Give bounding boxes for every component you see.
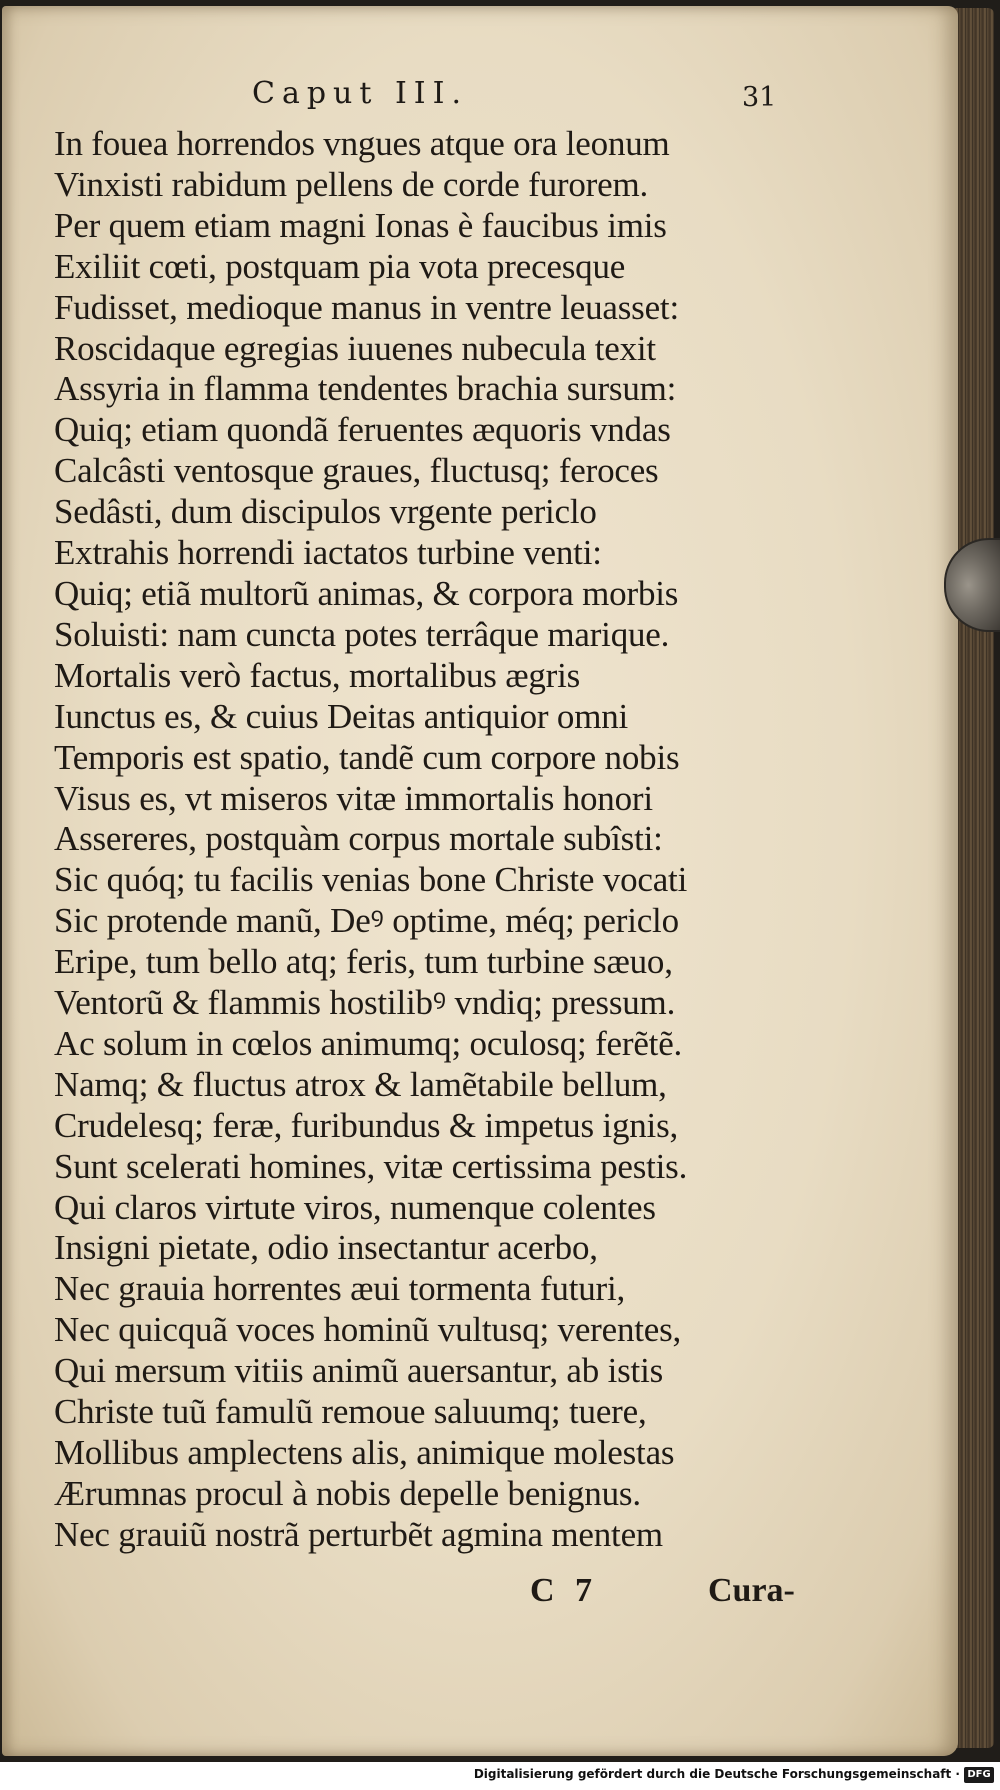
verse-line: Insigni pietate, odio insectantur acerbo, (54, 1228, 598, 1268)
page-number: 31 (742, 82, 777, 113)
verse-line: Assyria in flamma tendentes brachia sursum: (54, 369, 677, 409)
verse-line: Qui mersum vitiis animũ auersantur, ab istis (54, 1351, 664, 1391)
dfg-logo-icon: DFG (964, 1767, 994, 1783)
paper-page (2, 6, 958, 1756)
verse-line: Nec quicquã voces hominũ vultusq; verentes, (54, 1310, 682, 1350)
verse-line: Quiq; etiã multorũ animas, & corpora morbis (54, 573, 679, 613)
verse-line: Christe tuũ famulũ remoue saluumq; tuere, (54, 1392, 647, 1432)
verse-line: Temporis est spatio, tandẽ cum corpore nobis (54, 737, 680, 777)
verse-line: Ærumnas procul à nobis depelle benignus. (54, 1473, 641, 1513)
verse-line: Iunctus es, & cuius Deitas antiquior omni (54, 696, 629, 736)
signature-mark: C 7 (530, 1572, 599, 1609)
verse-line: Mortalis verò factus, mortalibus ægris (54, 655, 581, 695)
verse-line: Vinxisti rabidum pellens de corde furorem. (54, 164, 649, 204)
catchword: Cura- (708, 1572, 795, 1609)
verse-line: Fudisset, medioque manus in ventre leuasset: (54, 287, 679, 327)
verse-line: Ac solum in cœlos animumq; oculosq; ferẽtẽ. (54, 1023, 683, 1063)
verse-line: Mollibus amplectens alis, animique molestas (54, 1433, 675, 1472)
verse-line: Assereres, postquàm corpus mortale subîsti: (54, 819, 663, 859)
verse-line: Crudelesq; feræ, furibundus & impetus ignis, (54, 1105, 679, 1145)
verse-line: Extrahis horrendi iactatos turbine venti: (54, 533, 602, 573)
verse-line: Visus es, vt miseros vitæ immortalis honori (54, 778, 653, 818)
verse-line: Ventorũ & flammis hostilibꝰ vndiq; pressum. (54, 983, 676, 1023)
verse-line: Sunt scelerati homines, vitæ certissima pestis. (54, 1146, 688, 1186)
verse-line: Sic protende manũ, Deꝰ optime, méq; periclo (54, 901, 679, 941)
verse-line: In fouea horrendos vngues atque ora leonum (54, 124, 670, 163)
verse-line: Nec grauiũ nostrã perturbẽt agmina mentem (54, 1514, 663, 1554)
verse-line: Sedâsti, dum discipulos vrgente periclo (54, 492, 597, 532)
verse-line: Eripe, tum bello atq; feris, tum turbine sæuo, (54, 942, 673, 982)
verse-line: Nec grauia horrentes æui tormenta futuri, (54, 1269, 626, 1309)
funding-credit: Digitalisierung gefördert durch die Deutsche Forschungsgemeinschaft · (473, 1767, 960, 1781)
verse-line: Qui claros virtute viros, numenque colentes (54, 1187, 656, 1227)
verse-text (54, 124, 804, 1556)
verse-line: Calcâsti ventosque graues, fluctusq; feroces (54, 451, 659, 491)
verse-line: Exiliit cœti, postquam pia vota precesque (54, 246, 626, 286)
verse-line: Per quem etiam magni Ionas è faucibus imis (54, 205, 667, 245)
verse-line: Sic quóq; tu facilis venias bone Christe vocati (54, 860, 688, 900)
running-head: Caput III. (252, 76, 469, 111)
verse-line: Soluisti: nam cuncta potes terrâque marique. (54, 614, 670, 654)
verse-line: Quiq; etiam quondã feruentes æquoris vndas (54, 410, 671, 450)
verse-line: Namq; & fluctus atrox & lamẽtabile bellum, (54, 1064, 667, 1104)
verse-line: Roscidaque egregias iuuenes nubecula texit (54, 328, 656, 368)
digitization-footer (0, 1762, 1000, 1790)
